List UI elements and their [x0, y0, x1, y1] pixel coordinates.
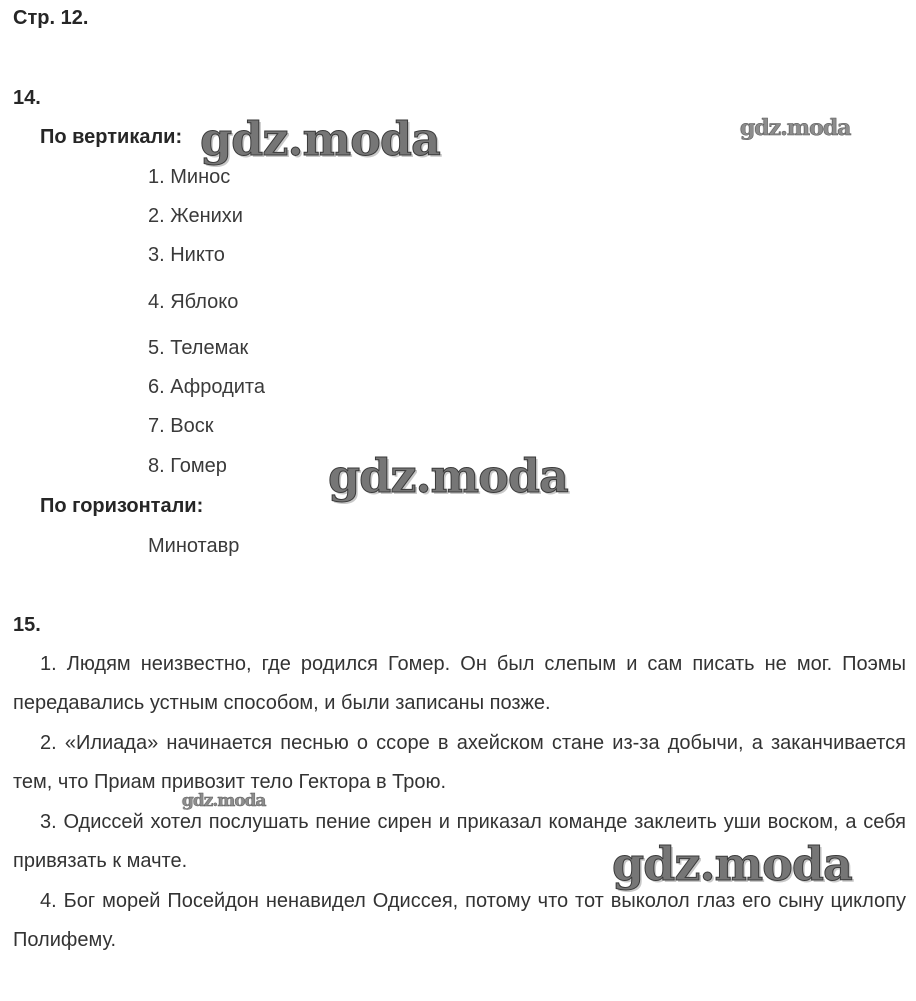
vertical-answer-8: 8. Гомер — [148, 455, 227, 477]
task-14-number: 14. — [13, 87, 41, 109]
task-15-paragraph-2: 2. «Илиада» начинается песнью о ссоре в ахейском стане из-за добычи, а заканчивается тем, что Приам привозит тело Гектора в Трою. — [13, 732, 906, 793]
watermark-logo: gdz.moda — [740, 115, 851, 141]
vertical-answer-2: 2. Женихи — [148, 205, 243, 227]
watermark-logo: gdz.moda — [182, 791, 266, 811]
task-15-paragraph-4: 4. Бог морей Посейдон ненавидел Одиссея, потому что тот выколол глаз его сыну циклопу Полифему. — [13, 890, 906, 951]
vertical-heading: По вертикали: — [40, 126, 183, 148]
vertical-answer-6: 6. Афродита — [148, 376, 265, 398]
vertical-answer-7: 7. Воск — [148, 415, 214, 437]
watermark-logo: gdz.moda — [612, 837, 852, 891]
task-15-paragraph-3: 3. Одиссей хотел послушать пение сирен и приказал команде заклеить уши воском, а себя привязать к мачте. — [13, 811, 906, 872]
horizontal-answer: Минотавр — [148, 535, 240, 557]
task-15-number: 15. — [13, 614, 41, 636]
task-15-paragraph-1: 1. Людям неизвестно, где родился Гомер. Он был слепым и сам писать не мог. Поэмы передавались устным способом, и были записаны позже. — [13, 653, 906, 714]
vertical-answer-3: 3. Никто — [148, 244, 225, 266]
vertical-answer-4: 4. Яблоко — [148, 291, 239, 313]
watermark-logo: gdz.moda — [200, 112, 440, 166]
horizontal-heading: По горизонтали: — [40, 495, 204, 517]
page-label: Стр. 12. — [13, 7, 89, 29]
vertical-answer-5: 5. Телемак — [148, 337, 249, 359]
vertical-answer-1: 1. Минос — [148, 166, 231, 188]
watermark-logo: gdz.moda — [328, 449, 568, 503]
